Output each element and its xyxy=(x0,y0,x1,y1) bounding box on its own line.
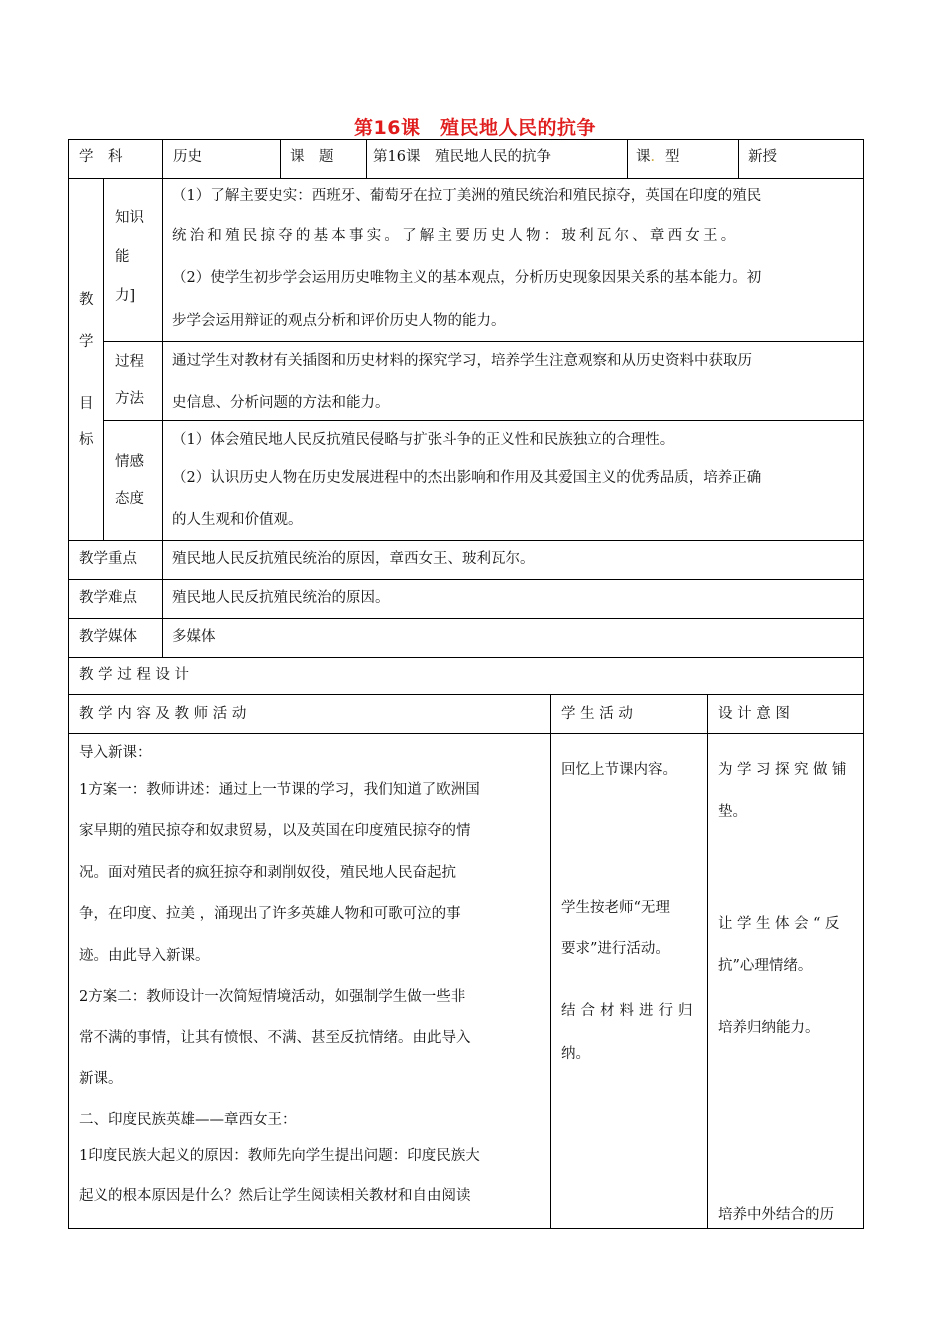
teacher-line: 2方案二：教师设计一次简短情境活动，如强制学生做一些非 xyxy=(79,989,466,1005)
intent-item: 让学生体会“反 xyxy=(718,916,844,932)
subject-value: 历史 xyxy=(173,149,202,165)
teacher-line: 争，在印度、拉美 ，涌现出了许多英雄人物和可歌可泣的事 xyxy=(79,906,461,922)
teacher-line: 二、印度民族英雄——章西女王： xyxy=(79,1112,297,1128)
goals-label-3: 目 xyxy=(79,396,94,412)
process-label-1: 过程 xyxy=(115,354,144,370)
knowledge-text-4: 步学会运用辩证的观点分析和评价历史人物的能力。 xyxy=(172,313,506,329)
knowledge-text-3: （2）使学生初步学会运用历史唯物主义的基本观点，分析历史现象因果关系的基本能力。初 xyxy=(172,270,762,286)
process-label-2: 方法 xyxy=(115,391,144,407)
goals-label-4: 标 xyxy=(79,432,94,448)
media-value: 多媒体 xyxy=(172,629,216,645)
intent-item: 抗”心理情绪。 xyxy=(718,958,813,974)
difficulty-label: 教学难点 xyxy=(79,590,137,606)
intent-item: 培养中外结合的历 xyxy=(718,1207,834,1223)
column-teacher: 教 学 内 容 及 教 师 活 动 xyxy=(79,706,247,722)
knowledge-label-3: 力] xyxy=(115,288,136,304)
teacher-line: 起义的根本原因是什么？然后让学生阅读相关教材和自由阅读 xyxy=(79,1188,471,1204)
knowledge-label-1: 知识 xyxy=(115,210,144,226)
emotion-text-2: （2）认识历史人物在历史发展进程中的杰出影响和作用及其爱国主义的优秀品质，培养正确 xyxy=(172,470,762,486)
type-label-part2: 型 xyxy=(665,149,680,165)
type-label-part1: 课 xyxy=(636,149,651,165)
teacher-line: 新课。 xyxy=(79,1071,123,1087)
key-point-label: 教学重点 xyxy=(79,551,137,567)
column-intent: 设 计 意 图 xyxy=(718,706,790,722)
teacher-line: 迹。由此导入新课。 xyxy=(79,948,210,964)
emotion-text-1: （1）体会殖民地人民反抗殖民侵略与扩张斗争的正义性和民族独立的合理性。 xyxy=(172,432,675,448)
student-item: 结合材料进行归 xyxy=(561,1003,698,1019)
process-text-1: 通过学生对教材有关插图和历史材料的探究学习，培养学生注意观察和从历史资料中获取历 xyxy=(172,353,752,369)
teacher-line: 家早期的殖民掠夺和奴隶贸易，以及英国在印度殖民掠夺的情 xyxy=(79,823,471,839)
student-item: 学生按老师“无理 xyxy=(561,900,670,916)
type-label xyxy=(636,145,680,166)
topic-value: 第16课 殖民地人民的抗争 xyxy=(373,149,551,165)
intent-item: 培养归纳能力。 xyxy=(718,1020,820,1036)
topic-label: 课 题 xyxy=(290,149,334,165)
emotion-label-1: 情感 xyxy=(115,454,144,470)
decorative-dot: ． xyxy=(650,149,665,165)
emotion-text-3: 的人生观和价值观。 xyxy=(172,512,303,528)
teacher-line: 常不满的事情，让其有愤恨、不满、甚至反抗情绪。由此导入 xyxy=(79,1030,471,1046)
column-student: 学 生 活 动 xyxy=(561,706,633,722)
difficulty-value: 殖民地人民反抗殖民统治的原因。 xyxy=(172,590,390,606)
emotion-label-2: 态度 xyxy=(115,491,144,507)
teacher-line: 1印度民族大起义的原因：教师先向学生提出问题：印度民族大 xyxy=(79,1148,480,1164)
student-item: 要求”进行活动。 xyxy=(561,941,670,957)
type-value: 新授 xyxy=(748,149,777,165)
goals-label-2: 学 xyxy=(79,334,94,350)
intent-item: 垫。 xyxy=(718,804,747,820)
teacher-line: 导入新课： xyxy=(79,745,152,761)
process-design-heading: 教 学 过 程 设 计 xyxy=(79,667,190,683)
knowledge-text-2: 统治和殖民掠夺的基本事实。了解主要历史人物：玻利瓦尔、章西女王。 xyxy=(172,228,739,244)
knowledge-label-2: 能 xyxy=(115,249,130,265)
page-title: 第16课 殖民地人民的抗争 xyxy=(354,117,596,139)
key-point-value: 殖民地人民反抗殖民统治的原因，章西女王、玻利瓦尔。 xyxy=(172,551,535,567)
media-label: 教学媒体 xyxy=(79,629,137,645)
subject-label: 学 科 xyxy=(79,149,123,165)
knowledge-text-1: （1）了解主要史实：西班牙、葡萄牙在拉丁美洲的殖民统治和殖民掠夺，英国在印度的殖民 xyxy=(172,188,762,204)
intent-item: 为学习探究做铺 xyxy=(718,762,851,778)
goals-label-1: 教 xyxy=(79,292,94,308)
process-text-2: 史信息、分析问题的方法和能力。 xyxy=(172,395,390,411)
student-item: 回忆上节课内容。 xyxy=(561,762,677,778)
teacher-line: 1方案一：教师讲述：通过上一节课的学习，我们知道了欧洲国 xyxy=(79,782,480,798)
teacher-line: 况。面对殖民者的疯狂掠夺和剥削奴役，殖民地人民奋起抗 xyxy=(79,865,456,881)
student-item: 纳。 xyxy=(561,1046,590,1062)
